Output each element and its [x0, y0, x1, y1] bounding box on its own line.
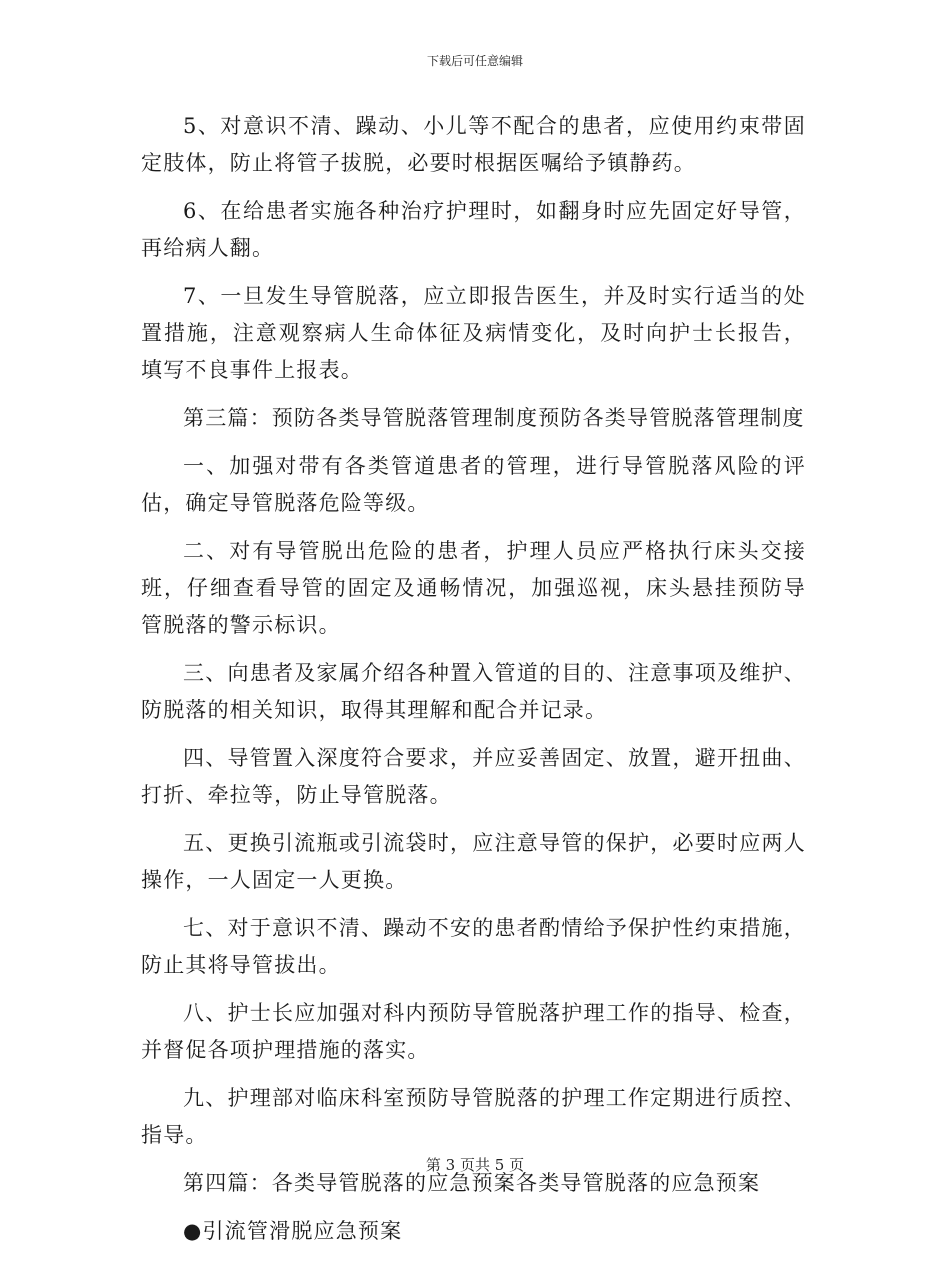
- paragraph-rule-2: 二、对有导管脱出危险的患者，护理人员应严格执行床头交接班，仔细查看导管的固定及通畅情况，加强巡视，床头悬挂预防导管脱落的警示标识。: [141, 539, 806, 637]
- paragraph-rule-9: 九、护理部对临床科室预防导管脱落的护理工作定期进行质控、指导。: [141, 1086, 806, 1147]
- page-header: 下载后可任意编辑: [426, 54, 523, 68]
- paragraph-rule-1: 一、加强对带有各类管道患者的管理，进行导管脱落风险的评估，确定导管脱落危险等级。: [141, 454, 806, 515]
- paragraph-rule-3: 三、向患者及家属介绍各种置入管道的目的、注意事项及维护、防脱落的相关知识，取得其理解和配合并记录。: [141, 661, 806, 722]
- section-heading-part3: 第三篇：预防各类导管脱落管理制度预防各类导管脱落管理制度: [183, 406, 805, 430]
- page-footer: 第 3 页共 5 页: [425, 1156, 525, 1174]
- section-heading-part4: 第四篇：各类导管脱落的应急预案各类导管脱落的应急预案: [183, 1171, 761, 1195]
- paragraph-rule-7: 七、对于意识不清、躁动不安的患者酌情给予保护性约束措施，防止其将导管拔出。: [141, 916, 806, 977]
- paragraph-rule-8: 八、护士长应加强对科内预防导管脱落护理工作的指导、检查，并督促各项护理措施的落实。: [141, 1001, 806, 1062]
- document-body: [141, 108, 806, 1261]
- paragraph-rule-5: 五、更换引流瓶或引流袋时，应注意导管的保护，必要时应两人操作，一人固定一人更换。: [141, 831, 806, 892]
- paragraph-rule-4: 四、导管置入深度符合要求，并应妥善固定、放置，避开扭曲、打折、牵拉等，防止导管脱落。: [141, 746, 806, 807]
- paragraph-item-5: 5、对意识不清、躁动、小儿等不配合的患者，应使用约束带固定肢体，防止将管子拔脱，必要时根据医嘱给予镇静药。: [141, 114, 806, 175]
- paragraph-item-6: 6、在给患者实施各种治疗护理时，如翻身时应先固定好导管，再给病人翻。: [141, 199, 806, 260]
- paragraph-item-7: 7、一旦发生导管脱落，应立即报告医生，并及时实行适当的处置措施，注意观察病人生命体征及病情变化，及时向护士长报告，填写不良事件上报表。: [141, 284, 806, 382]
- bullet-heading-drainage: ●引流管滑脱应急预案: [183, 1219, 403, 1243]
